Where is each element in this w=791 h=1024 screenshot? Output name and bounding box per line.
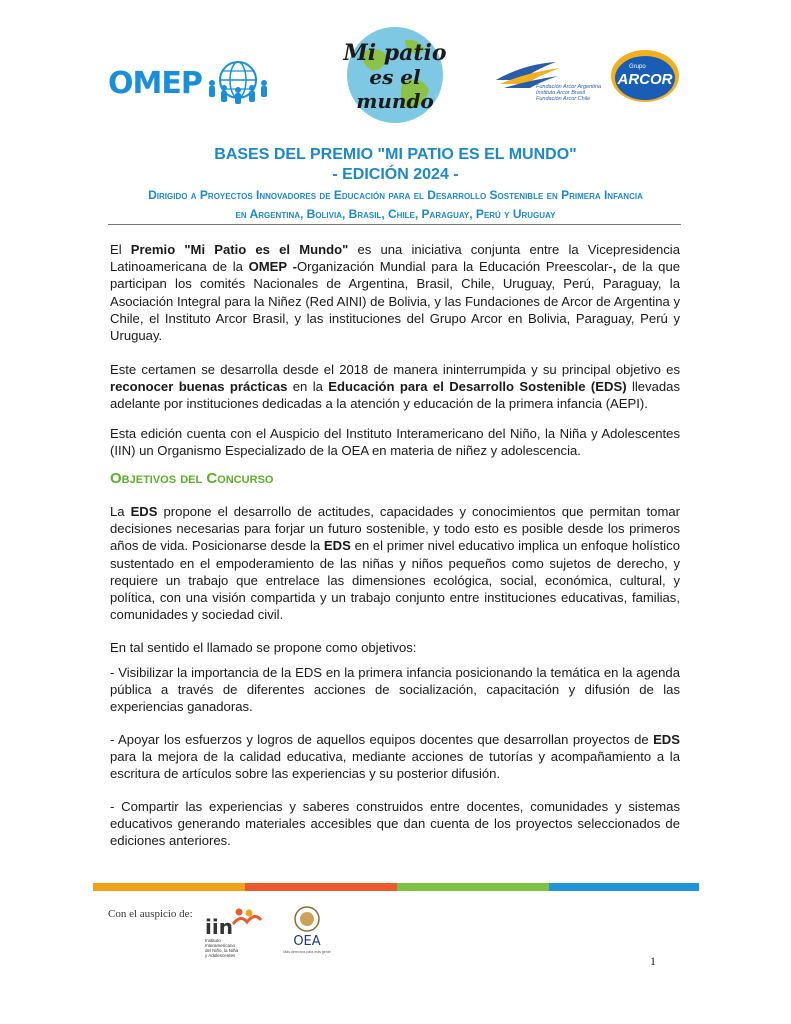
oea-logo bbox=[283, 905, 331, 961]
foundation-line-1: Fundación Arcor Argentina bbox=[536, 84, 602, 90]
svg-text:Instituto: Instituto bbox=[205, 938, 221, 943]
objectives-intro: En tal sentido el llamado se propone como objetivos: bbox=[110, 640, 417, 655]
logo-line-2: es el bbox=[369, 65, 421, 89]
header-logos bbox=[0, 18, 791, 128]
section-heading-objectives: Objetivos del Concurso bbox=[110, 470, 274, 487]
foundation-line-3: Fundación Arcor Chile bbox=[536, 96, 591, 102]
globe-children-icon bbox=[204, 58, 272, 108]
subtitle-line-1: Dirigido a Proyectos Innovadores de Educación para el Desarrollo Sostenible en Primera Infancia bbox=[148, 188, 643, 202]
eds-paragraph: La EDS propone el desarrollo de actitudes, capacidades y conocimientos que permitan tomar decisiones necesarias para forjar un futuro sostenible, y todo esto es posible desde los primeros años de vida. Posicionarse desde la EDS en el primer nivel educativo implica un enfoque holístico sustentado en el empoderamiento de las niñas y niños pequeños como sujetos de derecho, y requiere un trabajo que entrelace las dimensiones ecológica, social, económica, cultural, y política, con una visión compartida y un trabajo conjunto entre instituciones educativas, familias, comunidades y sociedad civil. bbox=[110, 504, 680, 623]
omep-logo bbox=[108, 58, 272, 108]
iin-logo bbox=[203, 906, 263, 962]
footer-bar-blue bbox=[549, 883, 699, 891]
auspice-paragraph: Esta edición cuenta con el Auspicio del Instituto Interamericano del Niño, la Niña y Adolescentes (IIN) un Organismo Especializado de la OEA en materia de niñez y adolescencia. bbox=[110, 426, 680, 459]
document-title: BASES DEL PREMIO "MI PATIO ES EL MUNDO" bbox=[214, 146, 577, 163]
iin-text: iin bbox=[205, 915, 233, 939]
page-number: 1 bbox=[650, 954, 656, 968]
objective-item-3: - Compartir las experiencias y saberes construidos entre docentes, comunidades y sistemas educativos generando materiales accesibles que dan cuenta de los proyectos seleccionados de ediciones anteriores. bbox=[110, 799, 680, 849]
footer-bar-green bbox=[397, 883, 549, 891]
footer-bar-red bbox=[245, 883, 397, 891]
svg-text:Interamericano: Interamericano bbox=[205, 943, 236, 948]
foundation-line-2: Instituto Arcor Brasil bbox=[536, 90, 586, 96]
oea-caption: Más derechos para más gente bbox=[283, 950, 331, 954]
grupo-arcor-logo bbox=[609, 40, 681, 112]
logo-line-3: mundo bbox=[356, 89, 434, 113]
objective-item-1: - Visibilizar la importancia de la EDS en la primera infancia posicionando la temática en la agenda pública a través de diferentes acciones de socialización, capacitación y difusión de las experiencias ganadoras. bbox=[110, 665, 680, 715]
footer-bar-orange bbox=[93, 883, 245, 891]
auspice-label: Con el auspicio de: bbox=[108, 908, 193, 920]
oea-text: OEA bbox=[293, 934, 321, 949]
subtitle-line-2: en Argentina, Bolivia, Brasil, Chile, Paraguay, Perú y Uruguay bbox=[235, 207, 556, 221]
logo-line-1: Mi patio bbox=[343, 40, 447, 66]
mi-patio-es-el-mundo-logo bbox=[333, 22, 458, 128]
title-divider bbox=[108, 224, 681, 225]
objective-item-2: - Apoyar los esfuerzos y logros de aquellos equipos docentes que desarrollan proyectos de EDS para la mejora de la calidad educativa, mediante acciones de tutorías y acompañamiento a la escritura de artículos sobre las experiencias y su posterior difusión. bbox=[110, 732, 680, 782]
svg-text:y Adolescentes: y Adolescentes bbox=[205, 953, 236, 958]
svg-text:del Niño, la Niña: del Niño, la Niña bbox=[205, 948, 239, 953]
omep-logo-text: OMEP bbox=[108, 65, 202, 101]
arcor-small-text: Grupo bbox=[629, 64, 646, 70]
arcor-foundations-logo bbox=[494, 58, 606, 106]
edition-title: - EDICIÓN 2024 - bbox=[332, 166, 459, 183]
arcor-text: ARCOR bbox=[617, 71, 673, 88]
purpose-paragraph: Este certamen se desarrolla desde el 2018 de manera ininterrumpida y su principal objetivo es reconocer buenas prácticas en la Educación para el Desarrollo Sostenible (EDS) llevadas adelante por instituciones dedicadas a la atención y educación de la primera infancia (AEPI). bbox=[110, 362, 680, 412]
intro-paragraph: El Premio "Mi Patio es el Mundo" es una iniciativa conjunta entre la Vicepresidencia Latinoamericana de la OMEP -Organización Mundial para la Educación Preescolar-, de la que participan los comités Nacionales de Argentina, Brasil, Chile, Uruguay, Perú, Paraguay, la Asociación Integral para la Niñez (Red AINI) de Bolivia, y las Fundaciones de Arcor de Argentina y Chile, el Instituto Arcor Brasil, y las instituciones del Grupo Arcor en Bolivia, Paraguay, Perú y Uruguay. bbox=[110, 242, 681, 344]
